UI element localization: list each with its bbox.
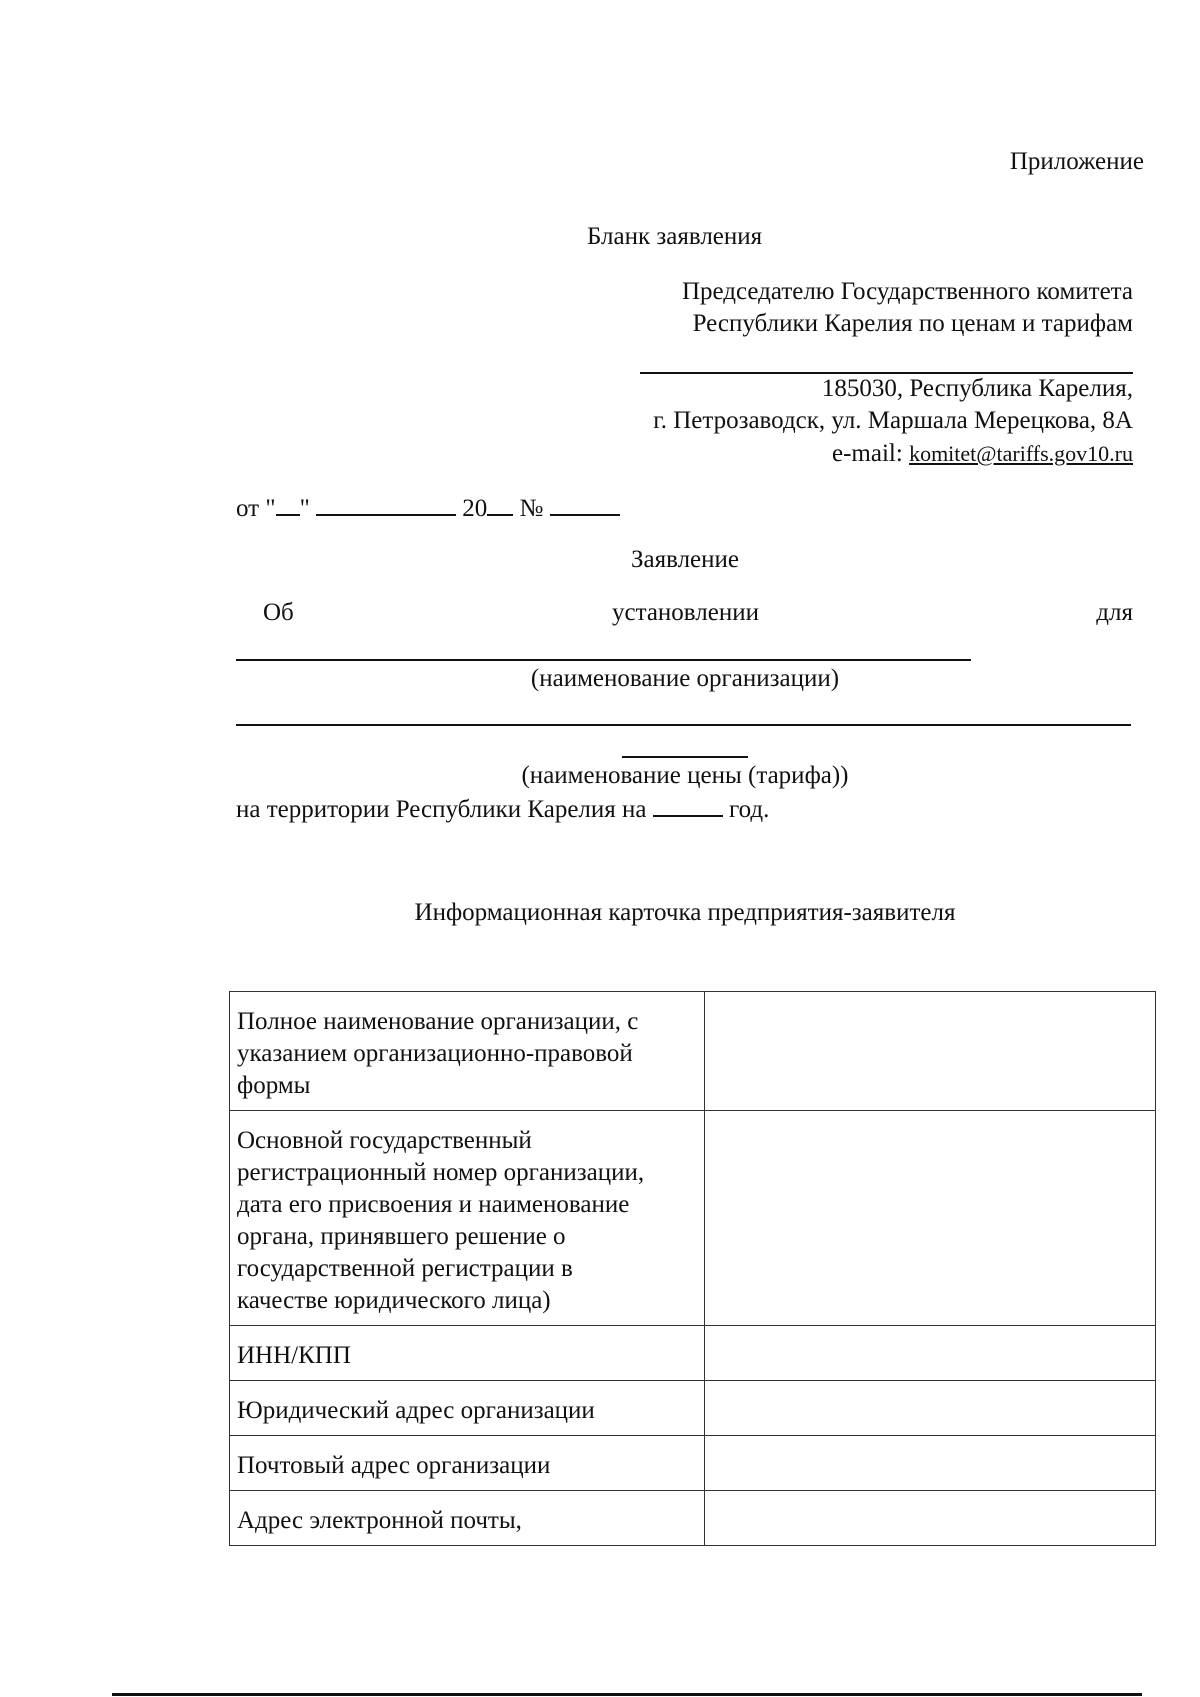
table-row-label: Основной государственный регистрационный номер организации, дата его присвоения и наименование органа, принявшего решение о государственной регистрации в качестве юридического лица) <box>230 1111 705 1326</box>
table-row-value[interactable] <box>705 1381 1156 1436</box>
quote-close: " <box>299 495 310 522</box>
territory-suffix: год. <box>729 796 770 823</box>
statement-word-for: для <box>1096 599 1133 626</box>
table-row <box>230 1381 1156 1436</box>
number-blank <box>550 492 620 516</box>
org-name-caption: (наименование организации) <box>530 665 840 692</box>
table-row-value[interactable] <box>705 992 1156 1111</box>
addressee-line-1: Председателю Государственного комитета <box>681 278 1133 305</box>
email-label: e-mail: <box>832 440 903 467</box>
table-row <box>230 1111 1156 1326</box>
territory-prefix: на территории Республики Карелия на <box>236 796 647 823</box>
statement-word-establishment: установлении <box>612 599 759 626</box>
statement-title: Заявление <box>630 546 740 573</box>
form-title: Бланк заявления <box>587 223 763 250</box>
appendix-label: Приложение <box>1009 148 1144 175</box>
table-row-label: Юридический адрес организации <box>230 1381 705 1436</box>
territory-line <box>236 793 769 825</box>
table-row <box>230 1436 1156 1491</box>
price-name-blank-1 <box>236 724 1131 726</box>
table-row-value[interactable] <box>705 1436 1156 1491</box>
table-row-label: Почтовый адрес организации <box>230 1436 705 1491</box>
statement-word-ob: Об <box>263 599 294 626</box>
day-blank <box>276 492 300 516</box>
month-blank <box>316 492 456 516</box>
address-line-1: 185030, Республика Карелия, <box>821 375 1133 402</box>
table-row <box>230 1326 1156 1381</box>
date-prefix: от <box>236 495 260 522</box>
year-blank <box>487 492 513 516</box>
table-row <box>230 1491 1156 1546</box>
quote-open: " <box>265 495 276 522</box>
card-title: Информационная карточка предприятия-заявителя <box>414 899 956 926</box>
table-row-label: Адрес электронной почты, <box>230 1491 705 1546</box>
table-row-label: Полное наименование организации, с указанием организационно-правовой формы <box>230 992 705 1111</box>
date-number-line <box>236 492 620 524</box>
table-row-label: ИНН/КПП <box>230 1326 705 1381</box>
address-line-2: г. Петрозаводск, ул. Маршала Мерецкова, 8А <box>653 407 1133 434</box>
table-row-value[interactable] <box>705 1111 1156 1326</box>
org-name-blank <box>236 659 971 661</box>
table-row <box>230 992 1156 1111</box>
price-name-caption: (наименование цены (тарифа)) <box>521 762 849 789</box>
addressee-line-2: Республики Карелия по ценам и тарифам <box>692 310 1133 337</box>
email-link[interactable]: komitet@tariffs.gov10.ru <box>909 441 1133 466</box>
number-sign: № <box>519 495 544 522</box>
price-name-blank-2 <box>622 756 748 758</box>
email-line <box>832 439 1133 469</box>
year-prefix: 20 <box>462 495 488 522</box>
year-of-tariff-blank <box>653 793 723 817</box>
page-bottom-rule <box>112 1693 1142 1696</box>
company-info-table <box>229 991 1156 1546</box>
table-row-value[interactable] <box>705 1491 1156 1546</box>
table-row-value[interactable] <box>705 1326 1156 1381</box>
